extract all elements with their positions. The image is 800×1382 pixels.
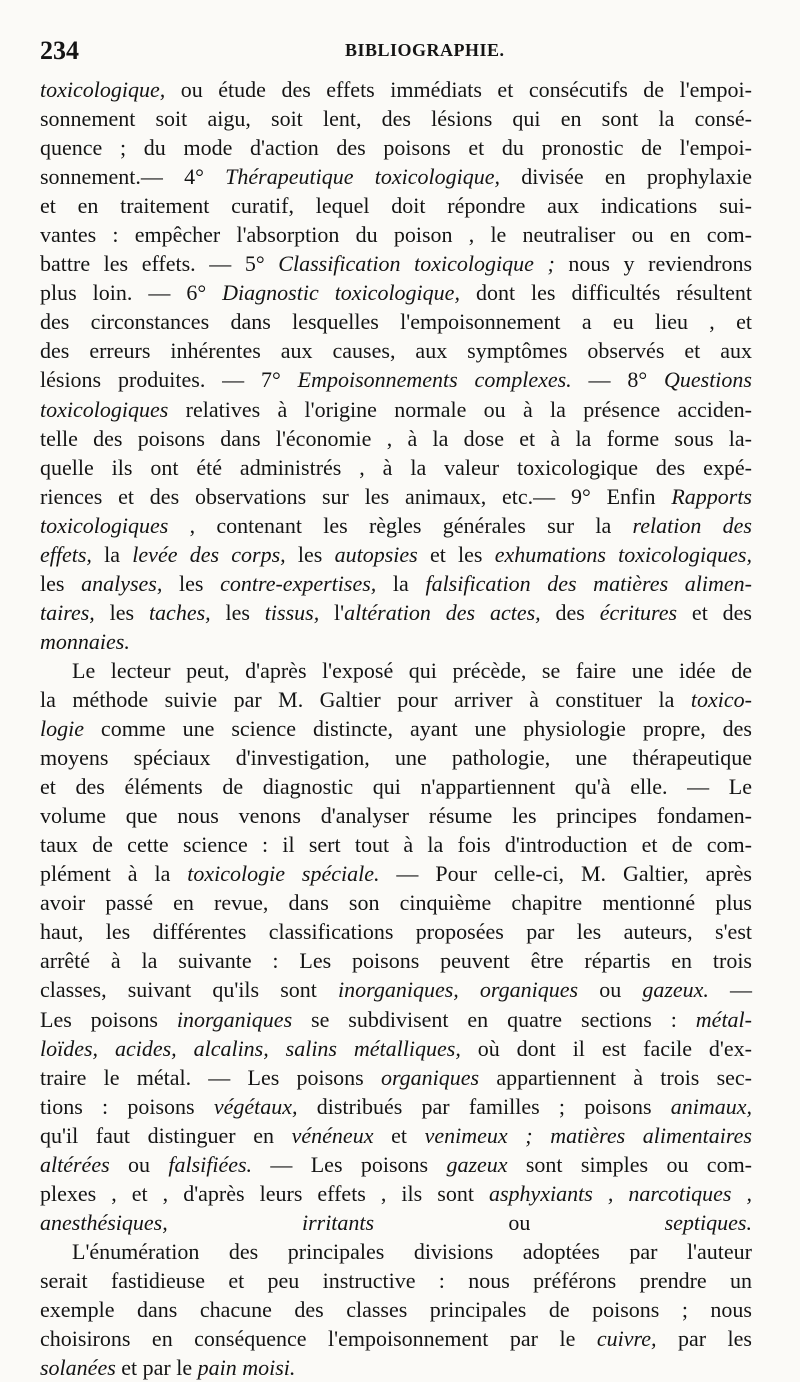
- italic-text: anesthésiques, irritants: [40, 1209, 375, 1235]
- italic-text: écritures: [599, 599, 678, 625]
- italic-text: inorganiques: [176, 1006, 293, 1032]
- italic-text: organiques: [380, 1064, 480, 1090]
- italic-text: levée des corps,: [132, 541, 286, 567]
- text-line: [40, 598, 752, 627]
- text-segment: les: [285, 541, 335, 567]
- italic-text: Rapports: [671, 483, 752, 509]
- text-segment: la: [376, 570, 426, 596]
- text-segment: exemple dans chacune des classes principales de poisons ; nous: [40, 1296, 752, 1322]
- text-segment: moyens spéciaux d'investigation, une pathologie, une thérapeutique: [40, 745, 752, 771]
- italic-text: altération des actes,: [344, 599, 541, 625]
- text-segment: L'énumération des principales divisions adoptées par l'auteur: [72, 1238, 752, 1264]
- text-segment: se subdivisent en quatre sections :: [292, 1006, 696, 1032]
- italic-text: monnaies.: [40, 628, 130, 654]
- text-segment: et en traitement curatif, lequel doit répondre aux indications sui-: [40, 193, 752, 219]
- italic-text: toxicologie spéciale.: [187, 861, 380, 887]
- text-segment: taux de cette science : il sert tout à la fois d'introduction et de com-: [40, 832, 752, 858]
- text-segment: lésions produites. — 7°: [40, 367, 298, 393]
- text-segment: plus loin. — 6°: [40, 280, 223, 306]
- text-line: [40, 1005, 752, 1034]
- text-segment: des: [540, 599, 600, 625]
- text-segment: sonnement soit aigu, soit lent, des lésions qui en sont la consé-: [40, 106, 752, 132]
- text-line: [40, 1324, 752, 1353]
- text-line: [40, 656, 752, 685]
- text-line: [40, 540, 752, 569]
- text-segment: les: [210, 599, 265, 625]
- italic-text: Thérapeutique toxicologique,: [225, 164, 501, 190]
- text-segment: —: [708, 977, 753, 1003]
- italic-text: exhumations toxicologiques,: [494, 541, 752, 567]
- italic-text: cuivre,: [596, 1326, 657, 1352]
- text-line: [40, 1121, 752, 1150]
- text-line: [40, 917, 752, 946]
- text-segment: sonnement.— 4°: [40, 164, 226, 190]
- italic-text: relation des: [632, 512, 752, 538]
- text-line: [40, 859, 752, 888]
- italic-text: inorganiques, organiques: [338, 977, 579, 1003]
- text-segment: traire le métal. — Les poisons: [40, 1064, 381, 1090]
- text-segment: , contenant les règles générales sur la: [168, 512, 633, 538]
- text-segment: haut, les différentes classifications proposées par les auteurs, s'est: [40, 919, 752, 945]
- italic-text: analyses,: [81, 570, 163, 596]
- italic-text: toxico-: [690, 686, 752, 712]
- italic-text: falsification des matières alimen-: [425, 570, 752, 596]
- text-line: [40, 511, 752, 540]
- text-segment: Les poisons: [40, 1006, 177, 1032]
- body-text: [40, 75, 752, 1382]
- italic-text: gazeux.: [642, 977, 709, 1003]
- text-line: [40, 1092, 752, 1121]
- text-line: [40, 1150, 752, 1179]
- text-line: [40, 162, 752, 191]
- text-line: [40, 946, 752, 975]
- italic-text: métal-: [695, 1006, 752, 1032]
- text-line: [40, 453, 752, 482]
- italic-text: logie: [40, 716, 84, 742]
- italic-text: asphyxiants , narcotiques ,: [488, 1180, 752, 1206]
- text-line: [40, 888, 752, 917]
- text-segment: ou: [374, 1209, 665, 1235]
- text-segment: sont simples ou com-: [507, 1151, 753, 1177]
- text-line: [40, 1295, 752, 1324]
- text-segment: par les: [656, 1326, 752, 1352]
- text-segment: appartiennent à trois sec-: [479, 1064, 752, 1090]
- text-line: [40, 191, 752, 220]
- text-line: [40, 1237, 752, 1266]
- italic-text: Diagnostic toxicologique,: [222, 280, 460, 306]
- page-number: 234: [40, 36, 79, 65]
- text-line: [40, 278, 752, 307]
- text-segment: distribués par familles ; poisons: [297, 1093, 671, 1119]
- text-segment: divisée en prophylaxie: [500, 164, 752, 190]
- text-line: [40, 772, 752, 801]
- text-segment: nous y reviendrons: [554, 251, 753, 277]
- italic-text: toxicologique,: [40, 77, 166, 102]
- italic-text: autopsies: [334, 541, 418, 567]
- text-segment: — 8°: [571, 367, 664, 393]
- italic-text: toxicologiques: [40, 512, 169, 538]
- text-segment: et les: [417, 541, 495, 567]
- text-line: [40, 1208, 752, 1237]
- text-segment: avoir passé en revue, dans son cinquième chapitre mentionné plus: [40, 890, 752, 916]
- italic-text: pain moisi.: [197, 1355, 296, 1381]
- text-segment: ou: [578, 977, 643, 1003]
- italic-text: effets,: [40, 541, 92, 567]
- text-line: [40, 685, 752, 714]
- text-segment: l': [319, 599, 345, 625]
- text-segment: et par le: [115, 1355, 198, 1381]
- text-segment: ou étude des effets immédiats et consécutifs de l'empoi-: [165, 77, 752, 102]
- italic-text: taches,: [148, 599, 211, 625]
- text-line: [40, 249, 752, 278]
- text-line: [40, 75, 752, 104]
- text-segment: battre les effets. — 5°: [40, 251, 279, 277]
- text-segment: tions : poisons: [40, 1093, 214, 1119]
- text-line: [40, 627, 752, 656]
- text-line: [40, 1179, 752, 1208]
- text-line: [40, 975, 752, 1004]
- text-segment: quence ; du mode d'action des poisons et du pronostic de l'empoi-: [40, 135, 752, 161]
- italic-text: Classification toxicologique ;: [278, 251, 555, 277]
- text-segment: la méthode suivie par M. Galtier pour arriver à constituer la: [40, 686, 691, 712]
- italic-text: taires,: [40, 599, 95, 625]
- text-segment: vantes : empêcher l'absorption du poison , le neutraliser ou en com-: [40, 222, 752, 248]
- text-line: [40, 830, 752, 859]
- text-segment: relatives à l'origine normale ou à la présence acciden-: [168, 396, 752, 422]
- text-line: [40, 395, 752, 424]
- page-header: [40, 36, 760, 66]
- italic-text: falsifiées.: [168, 1151, 253, 1177]
- italic-text: Empoisonnements complexes.: [297, 367, 572, 393]
- text-line: [40, 569, 752, 598]
- text-segment: volume que nous venons d'analyser résume les principes fondamen-: [40, 803, 752, 829]
- text-segment: arrêté à la suivante : Les poisons peuvent être répartis en trois: [40, 948, 752, 974]
- text-line: [40, 133, 752, 162]
- italic-text: végétaux,: [213, 1093, 298, 1119]
- text-segment: — Les poisons: [252, 1151, 447, 1177]
- text-segment: telle des poisons dans l'économie , à la dose et à la forme sous la-: [40, 425, 752, 451]
- italic-text: vénéneux: [291, 1122, 374, 1148]
- italic-text: toxicologiques: [40, 396, 169, 422]
- text-segment: — Pour celle-ci, M. Galtier, après: [379, 861, 752, 887]
- text-line: [40, 336, 752, 365]
- text-segment: classes, suivant qu'ils sont: [40, 977, 338, 1003]
- text-segment: et: [373, 1122, 425, 1148]
- text-line: [40, 1034, 752, 1063]
- italic-text: Questions: [663, 367, 752, 393]
- text-line: [40, 220, 752, 249]
- italic-text: animaux,: [670, 1093, 752, 1119]
- text-segment: choisirons en conséquence l'empoisonnement par le: [40, 1326, 597, 1352]
- text-line: [40, 1266, 752, 1295]
- text-segment: où dont il est facile d'ex-: [460, 1035, 752, 1061]
- text-segment: la: [91, 541, 133, 567]
- text-segment: les: [162, 570, 221, 596]
- text-segment: les: [94, 599, 149, 625]
- text-line: [40, 307, 752, 336]
- text-segment: Le lecteur peut, d'après l'exposé qui précède, se faire une idée de: [72, 657, 752, 683]
- text-segment: et des éléments de diagnostic qui n'appartiennent qu'à elle. — Le: [40, 774, 752, 800]
- text-segment: dont les difficultés résultent: [459, 280, 753, 306]
- text-segment: des circonstances dans lesquelles l'empoisonnement a eu lieu , et: [40, 309, 752, 335]
- italic-text: loïdes, acides, alcalins, salins métalliques,: [40, 1035, 461, 1061]
- text-segment: quelle ils ont été administrés , à la valeur toxicologique des expé-: [40, 454, 752, 480]
- italic-text: septiques.: [664, 1209, 752, 1235]
- italic-text: tissus,: [264, 599, 320, 625]
- text-segment: ou: [109, 1151, 169, 1177]
- text-line: [40, 482, 752, 511]
- text-segment: et des: [677, 599, 752, 625]
- text-line: [40, 1063, 752, 1092]
- text-line: [40, 365, 752, 394]
- italic-text: gazeux: [446, 1151, 508, 1177]
- text-segment: riences et des observations sur les animaux, etc.— 9° Enfin: [40, 483, 672, 509]
- text-line: [40, 714, 752, 743]
- italic-text: venimeux ; matières alimentaires: [424, 1122, 752, 1148]
- text-segment: qu'il faut distinguer en: [40, 1122, 292, 1148]
- text-line: [40, 1353, 752, 1382]
- text-segment: serait fastidieuse et peu instructive : nous préférons prendre un: [40, 1267, 752, 1293]
- running-head: BIBLIOGRAPHIE.: [345, 40, 505, 60]
- italic-text: solanées: [40, 1355, 116, 1381]
- text-segment: plexes , et , d'après leurs effets , ils sont: [40, 1180, 489, 1206]
- text-line: [40, 801, 752, 830]
- text-segment: des erreurs inhérentes aux causes, aux symptômes observés et aux: [40, 338, 752, 364]
- text-line: [40, 104, 752, 133]
- italic-text: altérées: [40, 1151, 110, 1177]
- text-line: [40, 424, 752, 453]
- text-line: [40, 743, 752, 772]
- italic-text: contre-expertises,: [220, 570, 377, 596]
- text-segment: les: [40, 570, 82, 596]
- text-segment: comme une science distincte, ayant une physiologie propre, des: [84, 716, 752, 742]
- text-segment: plément à la: [40, 861, 188, 887]
